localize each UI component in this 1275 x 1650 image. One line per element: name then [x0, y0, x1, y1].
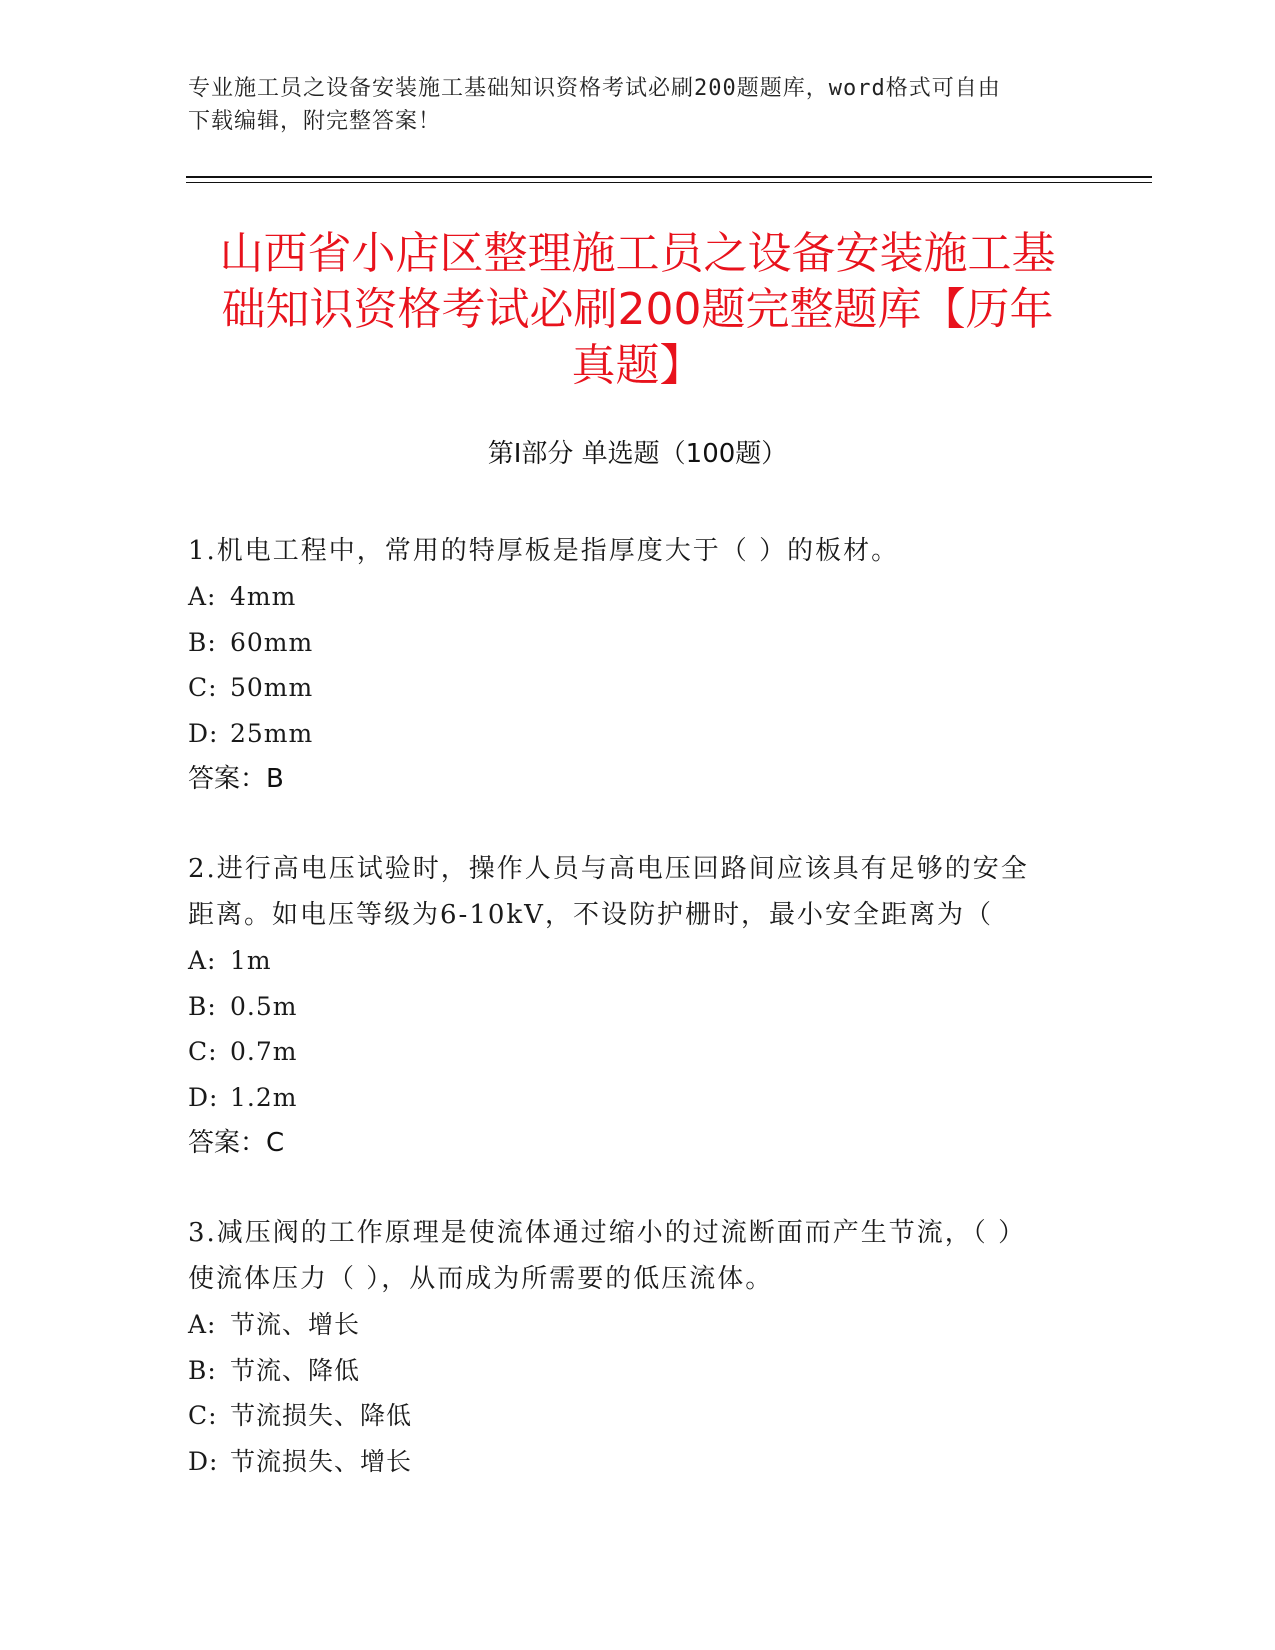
option-letter: B:	[188, 627, 217, 657]
option-b	[188, 984, 1088, 1030]
option-letter: C:	[188, 673, 218, 702]
option-text: 4mm	[230, 582, 297, 611]
title-line: 础知识资格考试必刷200题完整题库【历年	[221, 284, 1054, 335]
option-text: 0.7m	[230, 1037, 298, 1066]
question-stem: 使流体压力（ ），从而成为所需要的低压流体。	[188, 1264, 774, 1294]
option-a	[188, 574, 1088, 620]
header-note-line: 下载编辑，附完整答案！	[188, 109, 442, 134]
option-letter: C:	[188, 1401, 218, 1430]
option-text: 60mm	[230, 627, 314, 657]
header-rule-thick	[186, 176, 1152, 178]
option-c	[188, 665, 1088, 711]
option-letter: A:	[188, 1310, 217, 1339]
question-item	[188, 1210, 1088, 1484]
title-line: 山西省小店区整理施工员之设备安装施工基	[219, 228, 1056, 279]
section-heading: 第Ⅰ部分 单选题（100题）	[487, 439, 788, 469]
question-stem: 3.减压阀的工作原理是使流体通过缩小的过流断面而产生节流，（ ）	[188, 1218, 1027, 1248]
option-a	[188, 1302, 1088, 1348]
option-letter: D:	[188, 1446, 219, 1476]
header-note-line: 专业施工员之设备安装施工基础知识资格考试必刷200题题库，word格式可自由	[188, 76, 1001, 101]
option-text: 1.2m	[230, 1082, 298, 1112]
header-rule-thin	[186, 182, 1152, 183]
question-stem: 2.进行高电压试验时，操作人员与高电压回路间应该具有足够的安全	[188, 854, 1029, 884]
option-letter: B:	[188, 1355, 217, 1385]
question-item	[188, 846, 1088, 1166]
option-text: 50mm	[230, 673, 314, 702]
option-text: 节流损失、降低	[230, 1401, 413, 1430]
question-stem: 1.机电工程中，常用的特厚板是指厚度大于（ ）的板材。	[188, 536, 900, 566]
option-letter: D:	[188, 1082, 219, 1112]
option-text: 0.5m	[230, 991, 298, 1021]
option-text: 节流、降低	[230, 1355, 361, 1385]
question-list	[188, 528, 1088, 1528]
option-d	[188, 711, 1088, 757]
answer-label: 答案：B	[188, 764, 284, 794]
header-note	[188, 72, 1088, 138]
option-letter: C:	[188, 1037, 218, 1066]
document-title	[150, 226, 1125, 394]
option-text: 25mm	[230, 718, 314, 748]
option-letter: A:	[188, 946, 217, 975]
option-text: 1m	[230, 946, 272, 975]
option-letter: B:	[188, 991, 217, 1021]
question-stem: 距离。如电压等级为6-10kV，不设防护栅时，最小安全距离为（	[188, 900, 993, 930]
option-letter: D:	[188, 718, 219, 748]
option-text: 节流损失、增长	[230, 1446, 413, 1476]
option-b	[188, 620, 1088, 666]
title-line: 真题】	[571, 340, 704, 391]
option-b	[188, 1348, 1088, 1394]
option-a	[188, 938, 1088, 984]
option-letter: A:	[188, 582, 217, 611]
option-c	[188, 1393, 1088, 1439]
option-d	[188, 1075, 1088, 1121]
option-text: 节流、增长	[230, 1310, 361, 1339]
option-d	[188, 1439, 1088, 1485]
question-item	[188, 528, 1088, 802]
option-c	[188, 1029, 1088, 1075]
answer-label: 答案：C	[188, 1128, 285, 1158]
